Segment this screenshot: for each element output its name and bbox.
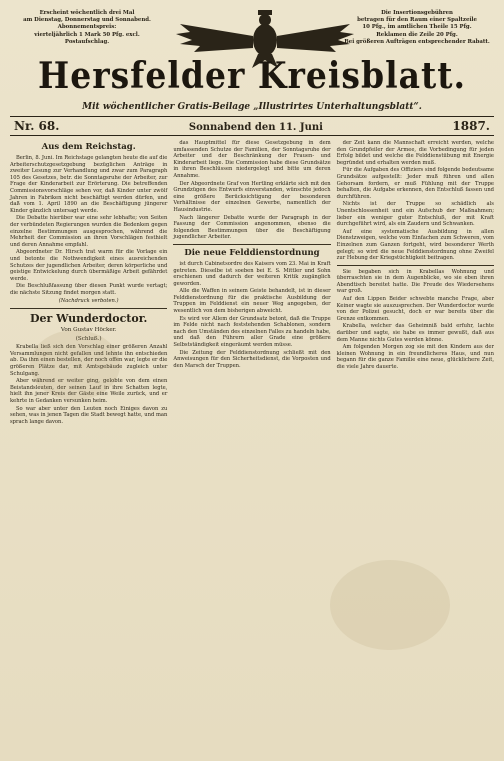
story-paragraph: Krabella, welcher das Geheimniß bald erfuhr, lachte darüber und sagte, sie habe es immer gewußt, daß aus dem Manne nichts Gutes werden könne. (336, 323, 494, 343)
dateline (10, 116, 494, 136)
article-paragraph: Für die Aufgaben des Offiziers sind folgende bedeutsame Grundsätze aufgestellt: Jeder muß führen und allen Gehorsam fordern, er muß Fühlung mit der Truppe behalten, die Aufgabe erkennen, den Entschluß fassen und durchführen. (336, 167, 494, 200)
article-paragraph: das Hauptmittel für diese Gesetzgebung in dem umfassenden Schutze der Familien, der Sonntagsruhe der Arbeiter und der Beschränkung der Frauen- und Kinderarbeit liege. Die Commission habe diese Grundsätze in ihren Beschlüssen niedergelegt und bitte um deren Annahme. (173, 140, 331, 179)
story-paragraph: Sie begaben sich in Krabellas Wohnung und überraschten sie in dem Augenblicke, wo sie eben ihren Abendtisch bereitet hatte. Die Freude des Wiedersehens war groß. (336, 268, 494, 295)
article-paragraph: ist durch Cabinetsordre des Kaisers vom 23. Mai in Kraft getreten. Dieselbe ist soeben bei E. S. Mittler und Sohn erschienen und dadurch der weiteren Kritik zugänglich geworden. (173, 260, 331, 287)
article-heading: Aus dem Reichstag. (41, 142, 136, 152)
advertising-rates-notice: Die Insertionsgebühren betragen für den Raum einer Spaltzeile 10 Pfg., im amtlichen Theile 15 Pfg. Reklamen die Zeile 20 Pfg. Bei größeren Aufträgen entsprechender Rabatt. (344, 10, 490, 45)
article-paragraph: Abgeordneter Dr. Hirsch trat warm für die Vorlage ein und betonte die Nothwendigkeit eines ausreichenden Schutzes der jugendlichen Arbeiter, deren körperliche und geistige Entwickelung durch übermäßige Arbeit gefährdet werde. (10, 249, 168, 282)
story-paragraph: Am folgenden Morgen zog sie mit den Kindern aus der kleinen Wohnung in ein freundlicheres Haus, und nun begann für die ganze Familie eine neue, glücklichere Zeit, die viele Jahre dauerte. (336, 344, 494, 370)
story-paragraph: Aber während er weiter ging, gelobte von dem einen Beistandsleuten, der seinen Lauf in ihre Schatten legte, hielt ihn jener Kreis der Gäste eine Weile zurück, und er kehrte in Gedanken versunken heim. (10, 378, 168, 404)
article-paragraph: Berlin, 8. Juni. Im Reichstage gelangten heute die auf die Arbeiterschutzgesetzgebung bezüglichen Anträge in zweiter Lesung zur Verhandlung und zwar zum Paragraph 105 des Gesetzes, betr. die Sonntagsruhe der Arbeiter, zur Frage der Kinderarbeit zur Erörterung. Die betreffenden Commissionsvorschläge sehen vor, daß Kinder unter zwölf Jahren in Fabriken nicht beschäftigt werden dürfen, und daß vom 1. April 1890 an die Beschäftigung jüngerer Kinder gänzlich untersagt werde. (10, 155, 168, 214)
issue-number: Nr. 68. (14, 119, 60, 133)
story-paragraph: Auf den Lippen Beider schwebte manche Frage, aber Keiner wagte sie auszusprechen. Der Wunderdoctor wurde von der Polizei gesucht, doch er war bereits über die Grenze entkommen. (336, 296, 494, 322)
divider (337, 265, 494, 266)
article-paragraph: Nach längerer Debatte wurde der Paragraph in der Fassung der Commission angenommen, ebenso die folgenden Bestimmungen über die Beschäftigung jugendlicher Arbeiter. (173, 214, 331, 241)
masthead (10, 6, 494, 98)
article-paragraph: der Zeit kann die Mannschaft erreicht werden, welche den Grundpfeiler der Armee, die Vorbedingung für jeden Erfolg bildet und welche die Felddienstübung mit Energie begründet und erhalten werden muß. (336, 140, 494, 166)
article-paragraph: Die Beschlußfassung über diesen Punkt wurde vertagt; die nächste Sitzung findet morgen statt. (10, 283, 168, 296)
article-paragraph: Der Abgeordnete Graf von Hertling erklärte sich mit den Grundzügen des Entwurfs einverstanden, wünschte jedoch eine größere Berücksichtigung der besonderen Verhältnisse der einzelnen Gewerbe, namentlich der Hausindustrie. (173, 180, 331, 213)
subscription-notice: Erscheint wöchentlich drei Mal am Dienstag, Donnerstag und Sonnabend. Abonnementspreis: vierteljährlich 1 Mark 50 Pfg. excl. Postaufschlag. (23, 10, 151, 45)
paper-stain (330, 560, 450, 650)
divider (10, 308, 167, 309)
story-paragraph: So war aber unter den Leuten noch Einiges davon zu sehen, was in jenen Tagen die Stadt bewegt hatte, und man sprach lange davon. (10, 405, 168, 425)
story-heading: Der Wunderdoctor. (30, 312, 148, 326)
issue-date: Sonnabend den 11. Juni (188, 122, 323, 133)
divider (173, 244, 330, 245)
article-paragraph: Nichts ist der Truppe so schädlich als Unentschlossenheit und ein Aufschub der Maßnahmen; lieber ein weniger guter Entschluß, der mit Kraft durchgeführt wird, als ein Zaudern und Schwanken. (336, 201, 494, 228)
issue-year: 1887. (452, 119, 490, 133)
reprint-note: (Nachdruck verboten.) (58, 298, 119, 305)
article-paragraph: Die Debatte hierüber war eine sehr lebhafte; von Seiten der verbündeten Regierungen wurden die Bedenken gegen einzelne Bestimmungen ausgesprochen, während die Mehrheit der Commission an ihren Vorschlägen festhielt und deren Annahme empfahl. (10, 215, 168, 248)
article-paragraph: Auf eine systematische Ausbildung in allen Dienstzweigen, welche vom Einfachen zum Schweren, vom Einzelnen zum Ganzen fortgeht, wird besonderer Werth gelegt; so wird die neue Felddienstordnung ohne Zweifel zur Hebung der Kriegstüchtigkeit beitragen. (336, 228, 494, 262)
newspaper-title: Hersfelder Kreisblatt. (38, 54, 466, 97)
article-columns (10, 140, 494, 426)
article-paragraph: Alle die Waffen in seinem Geiste behandelt, ist in dieser Felddienstordnung für die praktische Ausbildung der Truppen im Felddienst ein neuer Weg angegeben, der wesentlich von dem bisherigen abweicht. (173, 288, 331, 315)
story-part: (Schluß.) (75, 335, 102, 342)
column-2 (173, 140, 330, 426)
article-paragraph: Es wird vor Allem der Grundsatz betont, daß die Truppe im Felde nicht nach feststehenden Schablonen, sondern nach den Umständen des einzelnen Falles zu handeln habe, und daß den Führern aller Grade eine größere Selbstständigkeit eingeräumt werden müsse. (173, 315, 331, 349)
article-paragraph: Die Zeitung der Felddienstordnung schließt mit den Anweisungen für den Sicherheitsdienst, die Vorposten und den Marsch der Truppen. (173, 349, 331, 369)
column-1 (10, 140, 167, 426)
story-author: Von Gustav Höcker. (60, 327, 117, 334)
column-3 (337, 140, 494, 426)
article-heading: Die neue Felddienstordnung (184, 247, 320, 258)
newspaper-subtitle: Mit wöchentlicher Gratis-Beilage „Illustrirtes Unterhaltungsblatt“. (82, 102, 422, 112)
story-paragraph: Krabella ließ sich den Vorschlag einer größeren Anzahl Versammlungen nicht gefallen und lehnte ihn entschieden ab. Da ihm einen bestellen, der noch offen war, legte er die größeren Plätze dar, mit Amtsgebäude zugleich unter Schulgang. (10, 344, 168, 377)
